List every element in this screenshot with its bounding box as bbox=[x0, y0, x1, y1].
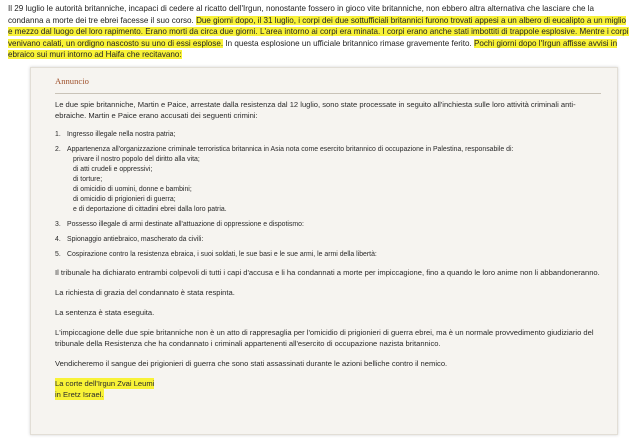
notice-vengeance: Vendicheremo il sangue dei prigionieri di guerra che sono stati assassinati durante le azioni belliche contro il nemico. bbox=[55, 359, 448, 368]
crimes-list bbox=[55, 130, 601, 260]
intro-highlight-notices: Pochi giorni dopo l'Irgun affisse avvisi in ebraico sui muri intorno ad Haifa che recitavano: bbox=[8, 38, 618, 60]
intro-paragraph bbox=[8, 3, 630, 61]
crime-number: 5. bbox=[55, 251, 61, 258]
crime-sublist bbox=[67, 155, 601, 215]
crime-item bbox=[55, 145, 601, 215]
notice-card bbox=[30, 67, 618, 435]
signature-line-court: La corte dell'Irgun Zvai Leumi bbox=[55, 379, 155, 388]
crime-number: 1. bbox=[55, 131, 61, 138]
crime-subitem: di torture; bbox=[73, 176, 103, 183]
crime-text: Appartenenza all'organizzazione criminale terroristica britannica in Asia nota come esercito britannico di occupazione in Palestina, responsabile di: bbox=[67, 146, 514, 153]
intro-lead: Il 29 luglio le autorità britanniche, incapaci di cedere al ricatto dell'Irgun, nonostante fossero in gioco vite britanniche, non ebbero altra alternativa che lasciare che la condanna a morte dei tre ebrei facesse il suo corso. bbox=[8, 4, 594, 25]
crime-text: Spionaggio antiebraico, mascherato da civili: bbox=[67, 236, 204, 243]
intro-highlight-bodies-found: Due giorni dopo, il 31 luglio, i corpi dei due sottufficiali britannici furono trovati appesi a un albero di eucalipto a un miglio e mezzo dal luogo del loro rapimento. Erano morti da circa due giorni. L'area intorno ai corpi era minata. I corpi erano anche stati imbottiti di trappole esplosive. Mentre i corpi venivano calati, un ordigno nascosto su uno di essi esplose. bbox=[8, 15, 629, 48]
crime-subitem: di omicidio di prigionieri di guerra; bbox=[73, 196, 176, 203]
crime-subitem: di omicidio di uomini, donne e bambini; bbox=[73, 186, 192, 193]
crime-item bbox=[55, 220, 601, 230]
crime-text: Ingresso illegale nella nostra patria; bbox=[67, 131, 176, 138]
crime-subitem: privare il nostro popolo del diritto alla vita; bbox=[73, 156, 200, 163]
crime-item bbox=[55, 130, 601, 140]
crime-subitem: e di deportazione di cittadini ebrei dalla loro patria. bbox=[73, 206, 227, 213]
crime-text: Cospirazione contro la resistenza ebraica, i suoi soldati, le sue basi e le sue armi, le armi della libertà: bbox=[67, 251, 377, 258]
crime-subitem: di atti crudeli e oppressivi; bbox=[73, 166, 153, 173]
notice-title: Annuncio bbox=[55, 76, 601, 94]
crime-number: 4. bbox=[55, 236, 61, 243]
crime-number: 2. bbox=[55, 146, 61, 153]
signature-line-place: in Eretz Israel. bbox=[55, 390, 104, 399]
crime-item bbox=[55, 250, 601, 260]
notice-verdict: Il tribunale ha dichiarato entrambi colpevoli di tutti i capi d'accusa e li ha condannati a morte per impiccagione, fino a quando le loro anime non li abbandoneranno. bbox=[55, 268, 600, 277]
notice-explanation: L'impiccagione delle due spie britanniche non è un atto di rappresaglia per l'omicidio di prigionieri di guerra ebrei, ma è un normale provvedimento giudiziario del tribunale della Resistenza che ha condannato i criminali appartenenti all'esercito di occupazione nazista britannico. bbox=[55, 328, 594, 348]
notice-opening: Le due spie britanniche, Martin e Paice, arrestate dalla resistenza dal 12 luglio, sono state processate in seguito all'inchiesta sulle loro attività criminali anti-ebraiche. Martin e Paice erano accusati dei seguenti crimini: bbox=[55, 100, 576, 120]
intro-middle: In questa esplosione un ufficiale britannico rimase gravemente ferito. bbox=[225, 38, 472, 48]
crime-item bbox=[55, 235, 601, 245]
crime-number: 3. bbox=[55, 221, 61, 228]
notice-signature bbox=[55, 378, 601, 400]
notice-pardon-denied: La richiesta di grazia del condannato è stata respinta. bbox=[55, 288, 235, 297]
crime-text: Possesso illegale di armi destinate all'attuazione di oppressione e dispotismo: bbox=[67, 221, 304, 228]
notice-sentence-executed: La sentenza è stata eseguita. bbox=[55, 308, 155, 317]
crime-text-block bbox=[67, 145, 601, 215]
